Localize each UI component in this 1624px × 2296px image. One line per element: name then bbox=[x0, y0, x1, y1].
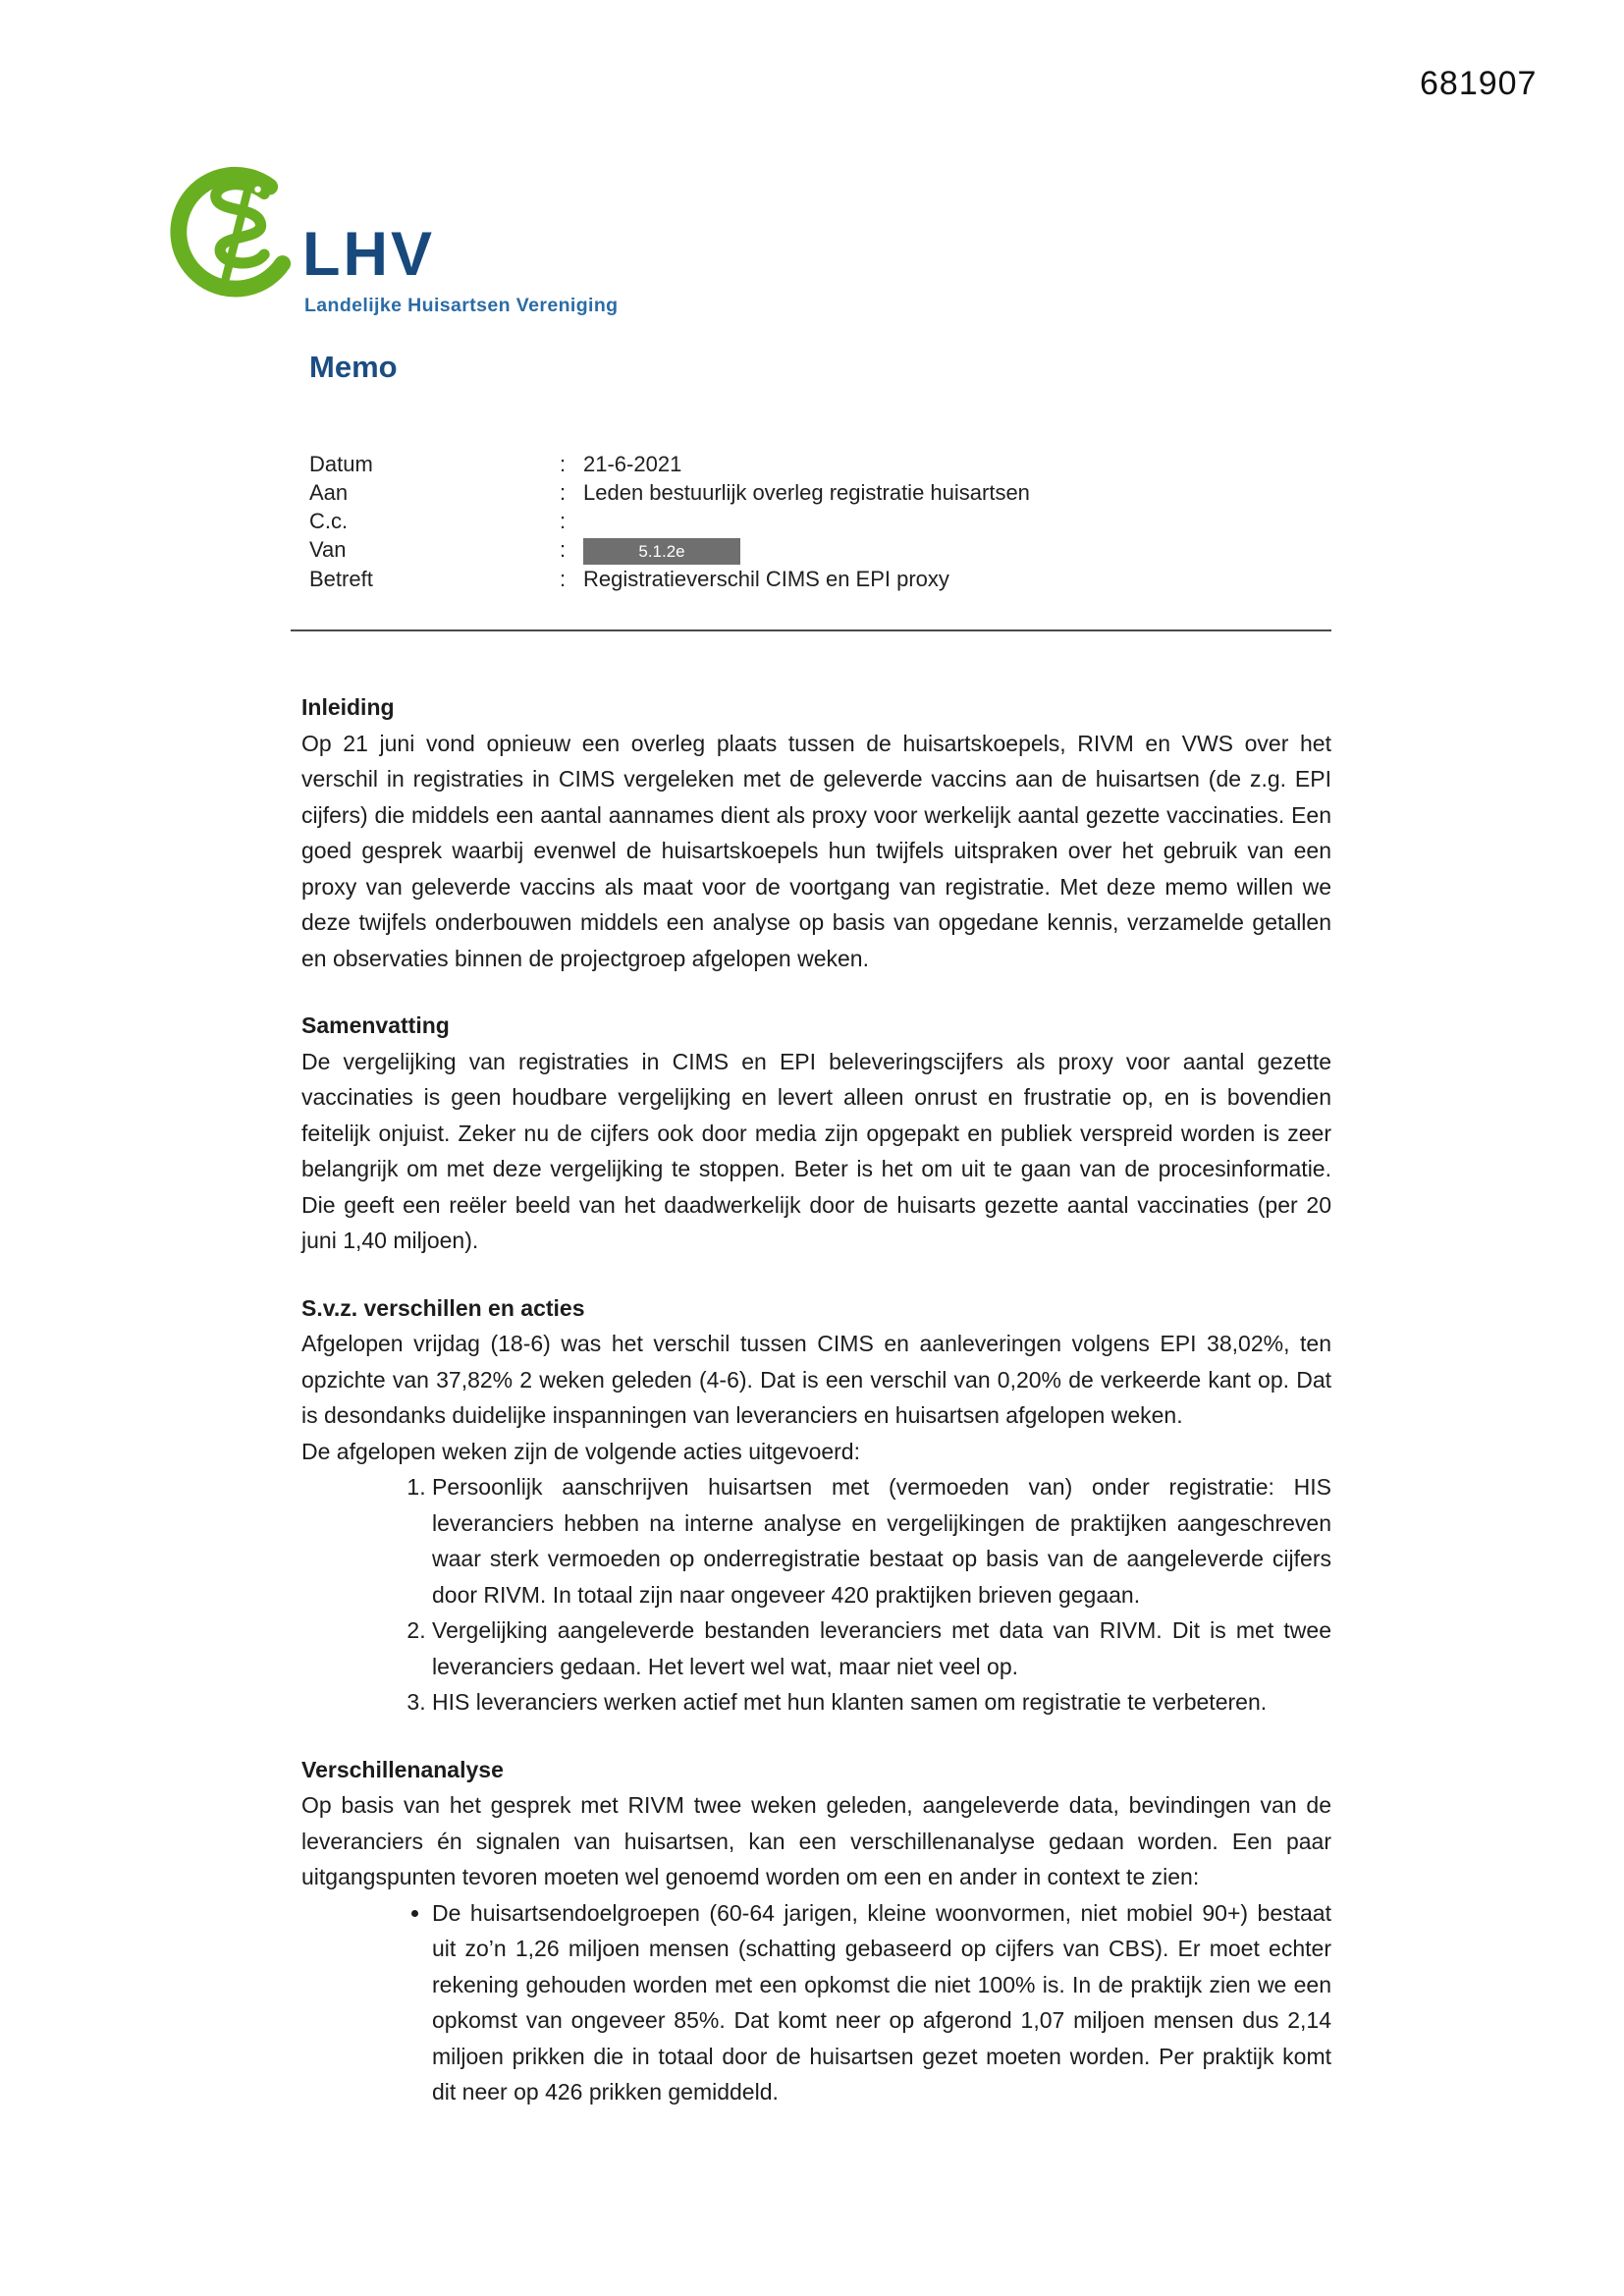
list-item: 3. HIS leveranciers werken actief met hun klanten samen om registratie te verbeteren. bbox=[432, 1684, 1331, 1721]
memo-title: Memo bbox=[309, 350, 398, 384]
lhv-emblem-icon bbox=[169, 155, 306, 302]
meta-value: Leden bestuurlijk overleg registratie huisartsen bbox=[583, 480, 1030, 505]
section-heading: S.v.z. verschillen en acties bbox=[301, 1294, 585, 1321]
meta-row-datum bbox=[309, 450, 1335, 478]
lhv-subtitle: Landelijke Huisartsen Vereniging bbox=[304, 295, 619, 316]
meta-colon: : bbox=[560, 567, 567, 591]
list-item: • De huisartsendoelgroepen (60-64 jarigen, kleine woonvormen, niet mobiel 90+) bestaat uit zo’n 1,26 miljoen mensen (schatting gebaseerd op cijfers van CBS). Er moet echter rekening gehouden worden met een opkomst die niet 100% is. In de praktijk zien we een opkomst van ongeveer 85%. Dat komt neer op afgerond 1,07 miljoen mensen dus 2,14 miljoen prikken die in totaal door de huisartsen gezet moeten worden. Per praktijk komt dit neer op 426 prikken gemiddeld. bbox=[432, 1895, 1331, 2110]
paragraph: Op basis van het gesprek met RIVM twee weken geleden, aangeleverde data, bevindingen van de leveranciers én signalen van huisartsen, kan een verschillenanalyse gedaan worden. Een paar uitgangspunten tevoren moeten wel genoemd worden om een en ander in context te zien: bbox=[301, 1792, 1331, 1889]
meta-label: Aan bbox=[309, 480, 349, 505]
paragraph: Afgelopen vrijdag (18-6) was het verschil tussen CIMS en aanleveringen volgens EPI 38,02%, ten opzichte van 37,82% 2 weken geleden (4-6). Dat is een verschil van 0,20% de verkeerde kant op. Dat is desondanks duidelijke inspanningen van leveranciers en huisartsen afgelopen weken. bbox=[301, 1331, 1331, 1428]
redaction-box: 5.1.2e bbox=[583, 538, 740, 565]
document-number: 681907 bbox=[1420, 65, 1538, 102]
memo-body bbox=[301, 689, 1331, 2142]
list-item: 2. Vergelijking aangeleverde bestanden leveranciers met data van RIVM. Dit is met twee leveranciers gedaan. Het levert wel wat, maar niet veel op. bbox=[432, 1613, 1331, 1684]
meta-row-aan bbox=[309, 478, 1335, 507]
section-verschillenanalyse bbox=[301, 1752, 1331, 2110]
meta-label: Van bbox=[309, 537, 347, 562]
meta-value: Registratieverschil CIMS en EPI proxy bbox=[583, 567, 949, 591]
section-heading: Inleiding bbox=[301, 694, 395, 720]
meta-label: Datum bbox=[309, 452, 373, 476]
paragraph: De vergelijking van registraties in CIMS en EPI beleveringscijfers als proxy voor aantal gezette vaccinaties is geen houdbare vergelijking en levert alleen onrust en frustratie op, en is bovendien feitelijk onjuist. Zeker nu de cijfers ook door media zijn opgepakt en publiek verspreid worden is zeer belangrijk om met deze vergelijking te stoppen. Beter is het om uit te gaan van de procesinformatie. Die geeft een reëler beeld van het daadwerkelijk door de huisarts gezette aantal vaccinaties (per 20 juni 1,40 miljoen). bbox=[301, 1048, 1331, 1253]
divider bbox=[291, 629, 1331, 631]
paragraph: Op 21 juni vond opnieuw een overleg plaats tussen de huisartskoepels, RIVM en VWS over het verschil in registraties in CIMS vergeleken met de geleverde vaccins aan de huisartsen (de z.g. EPI cijfers) die middels een aantal aannames dient als proxy voor werkelijk aantal gezette vaccinaties. Een goed gesprek waarbij evenwel de huisartskoepels hun twijfels uitspraken over het gebruik van een proxy van geleverde vaccins als maat voor de voortgang van registratie. Met deze memo willen we deze twijfels onderbouwen middels een analyse op basis van opgedane kennis, verzamelde getallen en observaties binnen de projectgroep afgelopen weken. bbox=[301, 730, 1331, 971]
context-bullet-list bbox=[301, 1895, 1331, 2110]
meta-label: C.c. bbox=[309, 509, 349, 533]
lhv-acronym: LHV bbox=[302, 220, 435, 289]
meta-colon: : bbox=[560, 480, 567, 505]
section-heading: Samenvatting bbox=[301, 1012, 450, 1038]
meta-value bbox=[583, 535, 1335, 565]
meta-block bbox=[309, 450, 1335, 593]
section-heading: Verschillenanalyse bbox=[301, 1756, 504, 1782]
paragraph: De afgelopen weken zijn de volgende acties uitgevoerd: bbox=[301, 1438, 860, 1464]
actions-ordered-list bbox=[301, 1469, 1331, 1721]
section-samenvatting bbox=[301, 1008, 1331, 1259]
meta-label: Betreft bbox=[309, 567, 373, 591]
meta-row-cc bbox=[309, 507, 1335, 535]
meta-row-van bbox=[309, 535, 1335, 565]
section-inleiding bbox=[301, 689, 1331, 976]
meta-value: 21-6-2021 bbox=[583, 452, 682, 476]
lhv-logo bbox=[169, 155, 719, 327]
meta-colon: : bbox=[560, 452, 567, 476]
meta-colon: : bbox=[560, 509, 567, 533]
meta-colon: : bbox=[560, 537, 567, 562]
meta-row-betreft bbox=[309, 565, 1335, 593]
section-svz-verschillen-en-acties bbox=[301, 1290, 1331, 1721]
list-item: 1. Persoonlijk aanschrijven huisartsen met (vermoeden van) onder registratie: HIS leveranciers hebben na interne analyse en vergelijkingen de praktijken aangeschreven waar sterk vermoeden op onderregistratie bestaat op basis van de aangeleverde cijfers door RIVM. In totaal zijn naar ongeveer 420 praktijken brieven gegaan. bbox=[432, 1469, 1331, 1613]
